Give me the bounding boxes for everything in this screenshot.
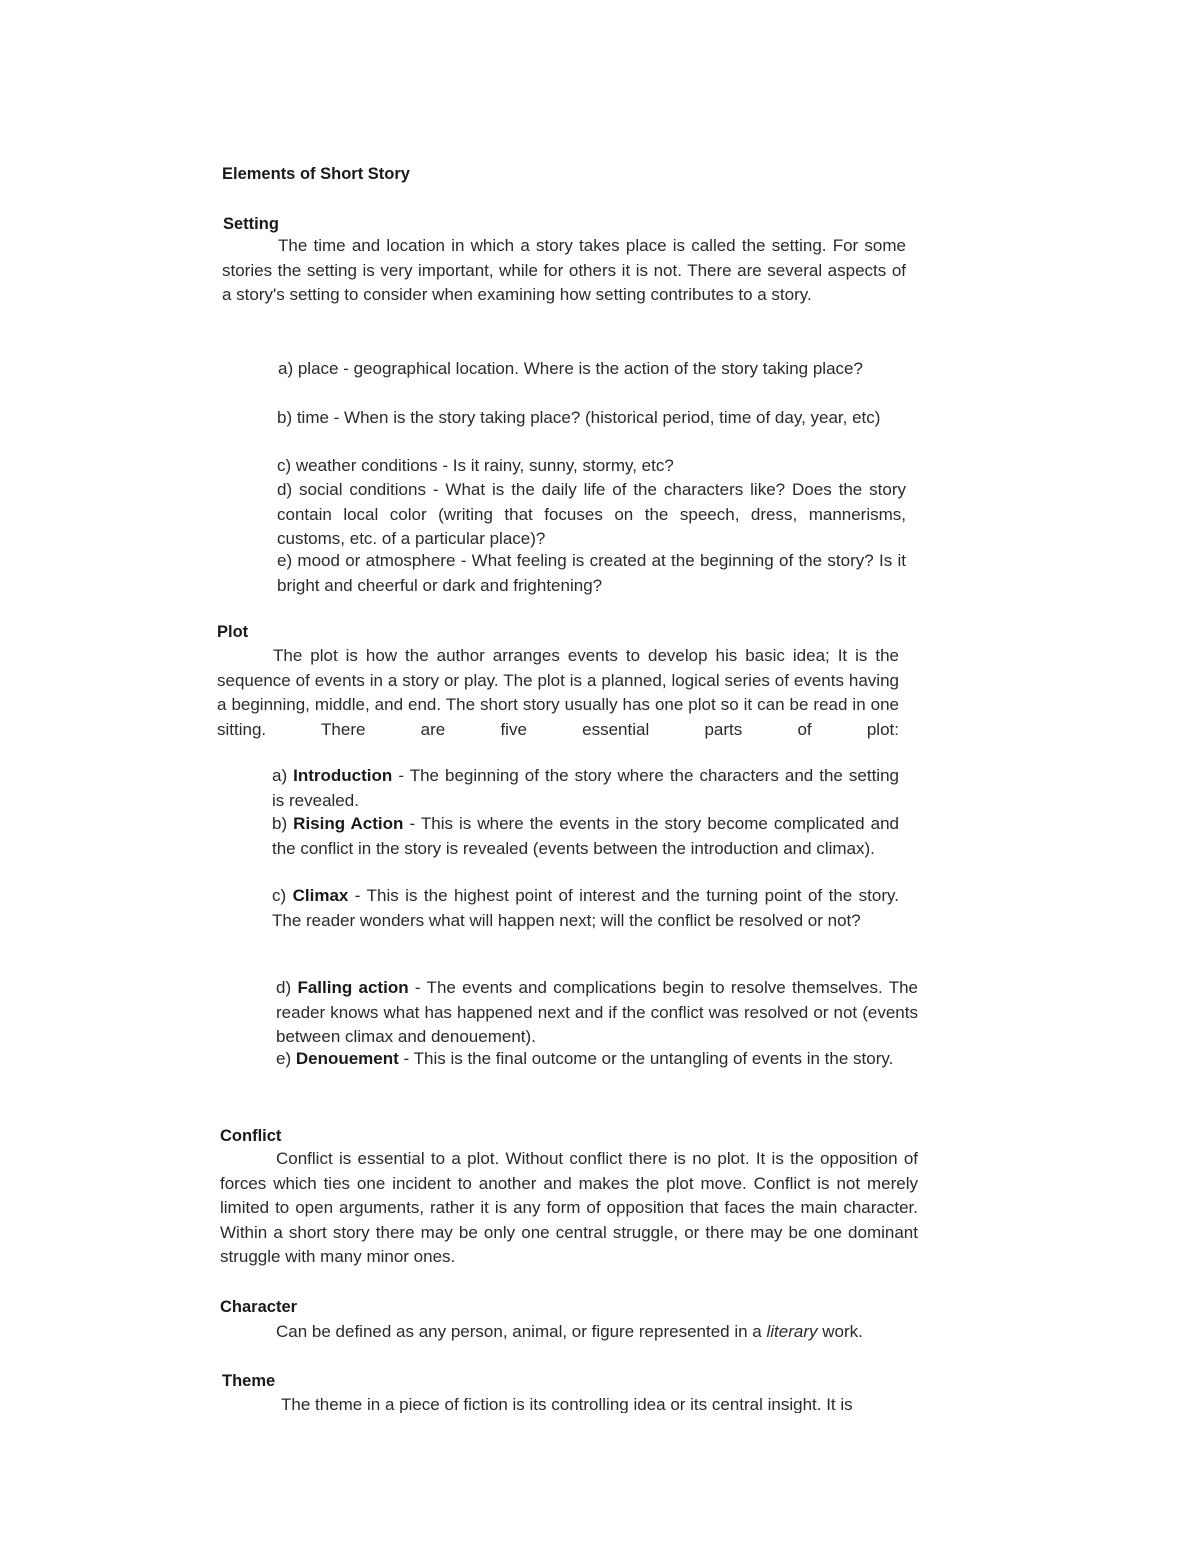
setting-item-a: a) place - geographical location. Where is the action of the story taking place? [278, 359, 863, 378]
theme-heading: Theme [222, 1372, 276, 1390]
character-heading: Character [220, 1298, 298, 1316]
conflict-heading: Conflict [220, 1127, 282, 1145]
setting-item-e: e) mood or atmosphere - What feeling is created at the beginning of the story? Is it bright and cheerful or dark and frightening? [277, 551, 906, 595]
setting-item-b: b) time - When is the story taking place? (historical period, time of day, year, etc) [277, 408, 881, 427]
plot-heading: Plot [217, 623, 249, 641]
plot-item-introduction: a) Introduction - The beginning of the story where the characters and the setting is revealed. [272, 766, 899, 810]
setting-item-c: c) weather conditions - Is it rainy, sunny, stormy, etc? [277, 456, 674, 475]
theme-text: The theme in a piece of fiction is its controlling idea or its central insight. It is [281, 1395, 853, 1413]
plot-item-falling-action: d) Falling action - The events and complications begin to resolve themselves. The reader knows what has happened next and if the conflict was resolved or not (events between climax and denouement). [276, 978, 919, 1046]
plot-item-rising-action: b) Rising Action - This is where the events in the story become complicated and the conflict in the story is revealed (events between the introduction and climax). [272, 814, 899, 858]
plot-intro: The plot is how the author arranges events to develop his basic idea; It is the sequence of events in a story or play. The plot is a planned, logical series of events having a beginning, middle, and end. The short story usually has one plot so it can be read in one sitting. There are five essential parts of plot: [217, 646, 899, 739]
setting-heading: Setting [223, 215, 279, 233]
character-text: Can be defined as any person, animal, or figure represented in a literary work. [276, 1322, 863, 1341]
conflict-text: Conflict is essential to a plot. Without conflict there is no plot. It is the opposition of forces which ties one incident to another and makes the plot move. Conflict is not merely limited to open arguments, rather it is any form of opposition that faces the main character. Within a short story there may be only one central struggle, or there may be one dominant struggle with many minor ones. [220, 1149, 918, 1266]
plot-item-climax: c) Climax - This is the highest point of interest and the turning point of the story. The reader wonders what will happen next; will the conflict be resolved or not? [272, 886, 899, 930]
plot-item-denouement: e) Denouement - This is the final outcome or the untangling of events in the story. [276, 1049, 894, 1068]
setting-intro: The time and location in which a story takes place is called the setting. For some stories the setting is very important, while for others it is not. There are several aspects of a story's setting to consider when examining how setting contributes to a story. [222, 236, 906, 304]
setting-item-d: d) social conditions - What is the daily life of the characters like? Does the story contain local color (writing that focuses on the speech, dress, mannerisms, customs, etc. of a particular place)? [277, 480, 906, 548]
document-title: Elements of Short Story [222, 165, 410, 183]
